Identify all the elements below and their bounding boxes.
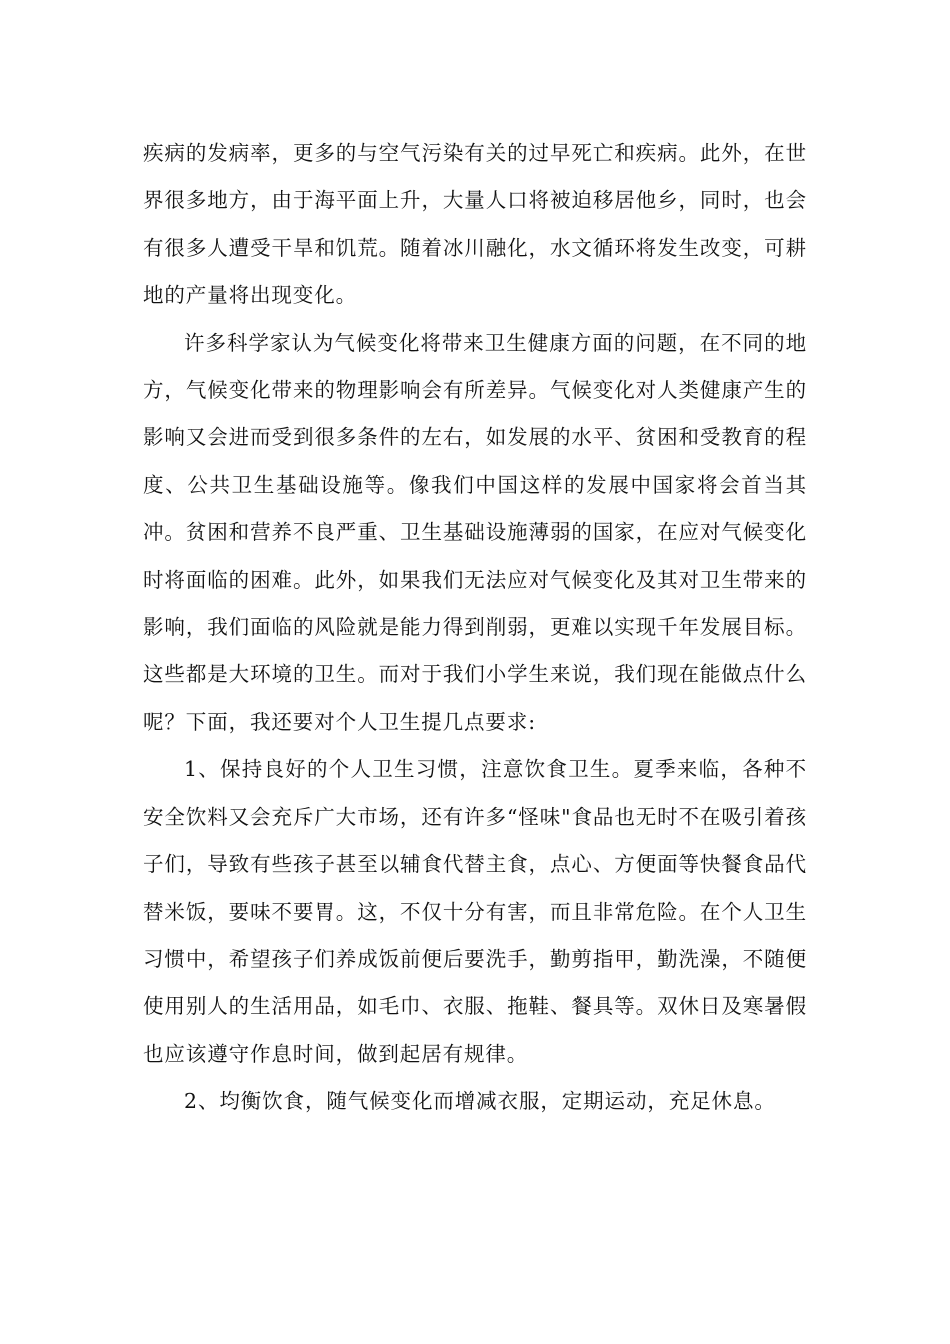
- paragraph-scientists-climate: 许多科学家认为气候变化将带来卫生健康方面的问题，在不同的地方，气候变化带来的物理影响会有所差异。气候变化对人类健康产生的影响又会进而受到很多条件的左右，如发展的水平、贫困和受教育的程度、公共卫生基础设施等。像我们中国这样的发展中国家将会首当其冲。贫困和营养不良严重、卫生基础设施薄弱的国家，在应对气候变化时将面临的困难。此外，如果我们无法应对气候变化及其对卫生带来的影响，我们面临的风险就是能力得到削弱，更难以实现千年发展目标。这些都是大环境的卫生。而对于我们小学生来说，我们现在能做点什么呢？下面，我还要对个人卫生提几点要求:: [143, 330, 807, 734]
- paragraph-disease-rate: 疾病的发病率，更多的与空气污染有关的过早死亡和疾病。此外，在世界很多地方，由于海平面上升，大量人口将被迫移居他乡，同时，也会有很多人遭受干旱和饥荒。随着冰川融化，水文循环将发生改变，可耕地的产量将出现变化。: [143, 141, 807, 308]
- paragraph-hygiene-habits: 1、保持良好的个人卫生习惯，注意饮食卫生。夏季来临，各种不安全饮料又会充斥广大市场，还有许多“怪味"食品也无时不在吸引着孩子们，导致有些孩子甚至以辅食代替主食，点心、方便面等快餐食品代替米饭，要味不要胃。这，不仅十分有害，而且非常危险。在个人卫生习惯中，希望孩子们养成饭前便后要洗手，勤剪指甲，勤洗澡，不随便使用别人的生活用品，如毛巾、衣服、拖鞋、餐具等。双休日及寒暑假也应该遵守作息时间，做到起居有规律。: [143, 757, 807, 1066]
- document-body: [143, 130, 807, 1126]
- paragraph-balanced-diet: 2、均衡饮食，随气候变化而增减衣服，定期运动，充足休息。: [184, 1089, 776, 1114]
